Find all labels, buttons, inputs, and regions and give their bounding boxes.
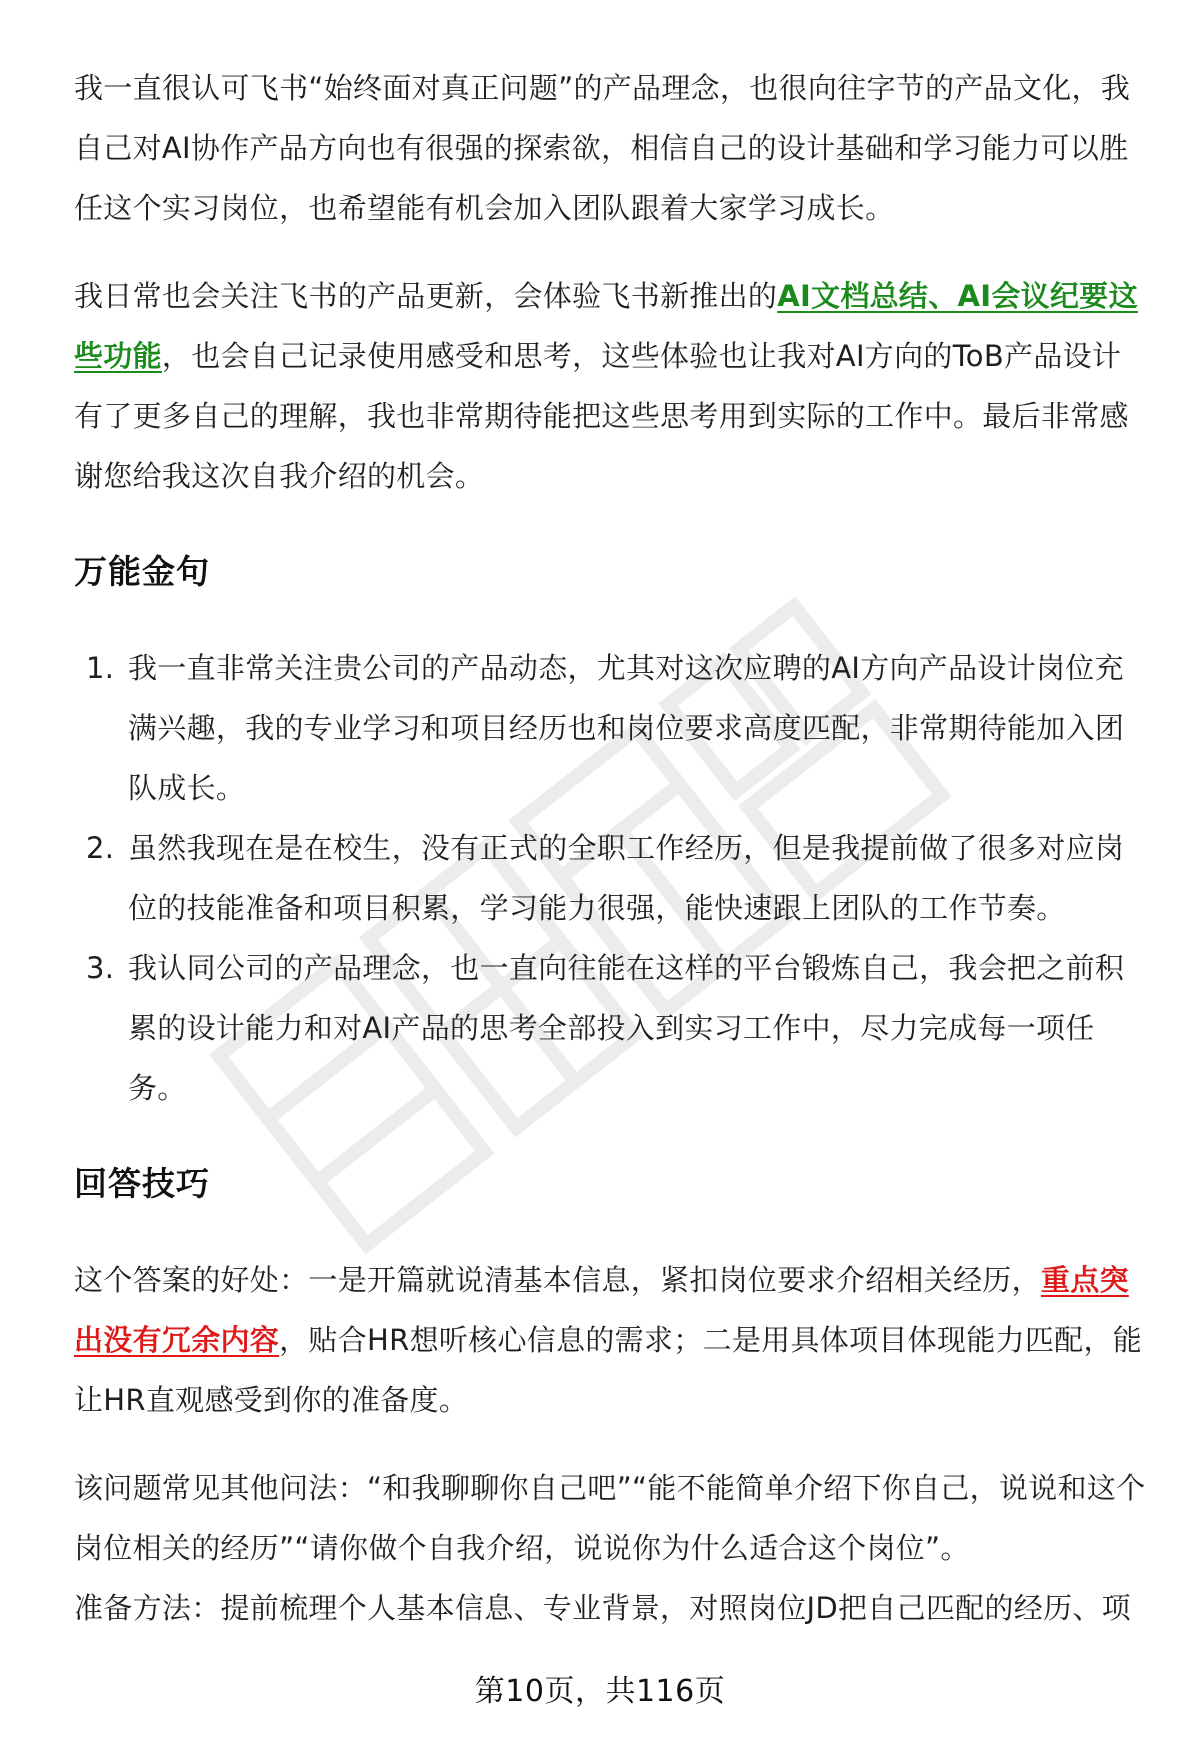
- intro-paragraph-2: [74, 266, 1150, 506]
- intro-paragraph-1: 我一直很认可飞书“始终面对真正问题”的产品理念，也很向往字节的产品文化，我自己对AI协作产品方向也有很强的探索欲，相信自己的设计基础和学习能力可以胜任这个实习岗位，也希望能有机会加入团队跟着大家学习成长。: [74, 71, 1131, 225]
- list-item: [74, 938, 1150, 1118]
- list-item: [74, 818, 1150, 938]
- list-item-number: 3.: [86, 951, 115, 985]
- intro-paragraph-2-start: 我日常也会关注飞书的产品更新，会体验飞书新推出的: [74, 279, 778, 313]
- list-item-number: 2.: [86, 831, 115, 865]
- tips-paragraph-1-start: 这个答案的好处：一是开篇就说清基本信息，紧扣岗位要求介绍相关经历，: [74, 1263, 1041, 1297]
- list-item-text: 我认同公司的产品理念，也一直向往能在这样的平台锻炼自己，我会把之前积累的设计能力和对AI产品的思考全部投入到实习工作中，尽力完成每一项任务。: [128, 951, 1125, 1105]
- page-number: 第10页，共116页: [474, 1674, 726, 1709]
- answer-tips-heading: 回答技巧: [74, 1164, 210, 1203]
- tips-paragraph-1-end: ，贴合HR想听核心信息的需求；二是用具体项目体现能力匹配，能让HR直观感受到你的准备度。: [74, 1323, 1143, 1417]
- list-item-text: 我一直非常关注贵公司的产品动态，尤其对这次应聘的AI方向产品设计岗位充满兴趣，我的专业学习和项目经历也和岗位要求高度匹配，非常期待能加入团队成长。: [128, 651, 1125, 805]
- list-item-text: 虽然我现在是在校生，没有正式的全职工作经历，但是我提前做了很多对应岗位的技能准备和项目积累，学习能力很强，能快速跟上团队的工作节奏。: [128, 831, 1125, 925]
- list-item-number: 1.: [86, 651, 115, 685]
- tips-paragraph-3: 准备方法：提前梳理个人基本信息、专业背景，对照岗位JD把自己匹配的经历、项: [74, 1591, 1131, 1625]
- golden-sentences-list: [74, 638, 1150, 1118]
- highlight-ai-features: AI文档总结、AI会议纪要这些功能: [74, 279, 1138, 373]
- golden-sentences-heading: 万能金句: [74, 552, 210, 591]
- document-page: [74, 58, 1150, 1638]
- highlight-key-point: 重点突出没有冗余内容: [74, 1263, 1129, 1357]
- intro-paragraph-2-end: ，也会自己记录使用感受和思考，这些体验也让我对AI方向的ToB产品设计有了更多自己的理解，我也非常期待能把这些思考用到实际的工作中。最后非常感谢您给我这次自我介绍的机会。: [74, 339, 1129, 493]
- tips-paragraph-2: 该问题常见其他问法：“和我聊聊你自己吧”“能不能简单介绍下你自己，说说和这个岗位相关的经历”“请你做个自我介绍，说说你为什么适合这个岗位”。: [74, 1471, 1146, 1565]
- list-item: [74, 638, 1150, 818]
- tips-paragraph-1: [74, 1250, 1150, 1430]
